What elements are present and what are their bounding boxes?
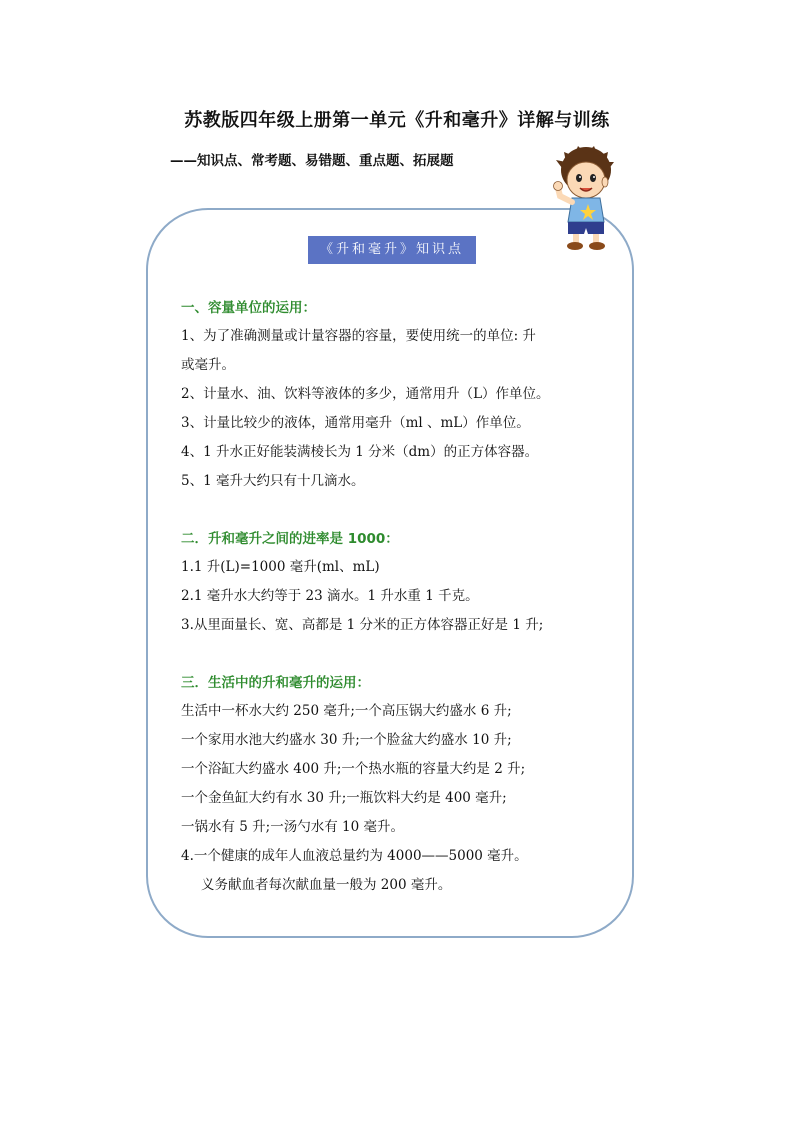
section1-line: 4、1 升水正好能装满棱长为 1 分米（dm）的正方体容器。: [181, 444, 539, 460]
section1-line: 3、计量比较少的液体，通常用毫升（ml 、mL）作单位。: [181, 415, 530, 431]
knowledge-content: [181, 294, 621, 900]
section1-title: 一、容量单位的运用：: [181, 300, 316, 316]
section3-line: 一个浴缸大约盛水 400 升;一个热水瓶的容量大约是 2 升;: [181, 761, 526, 777]
section3-line: 生活中一杯水大约 250 毫升;一个高压锅大约盛水 6 升;: [181, 703, 512, 719]
cartoon-boy-icon: [550, 140, 620, 252]
section-header-box: 《升和毫升》知识点: [308, 236, 476, 264]
section3-line: 一个金鱼缸大约有水 30 升;一瓶饮料大约是 400 毫升;: [181, 790, 507, 806]
section3-line: 义务献血者每次献血量一般为 200 毫升。: [201, 877, 452, 893]
page-subtitle: ——知识点、常考题、易错题、重点题、拓展题: [170, 153, 454, 169]
section1-line: 5、1 毫升大约只有十几滴水。: [181, 473, 365, 489]
section2-line: 1.1 升(L)=1000 毫升(ml、mL): [181, 559, 380, 575]
section1-line: 2、计量水、油、饮料等液体的多少，通常用升（L）作单位。: [181, 386, 550, 402]
section1-line: 1、为了准确测量或计量容器的容量，要使用统一的单位: 升: [181, 328, 536, 344]
section3-title: 三．生活中的升和毫升的运用：: [181, 675, 370, 691]
section3-line: 4.一个健康的成年人血液总量约为 4000——5000 毫升。: [181, 848, 528, 864]
section2-line: 3.从里面量长、宽、高都是 1 分米的正方体容器正好是 1 升;: [181, 617, 544, 633]
page-title: 苏教版四年级上册第一单元《升和毫升》详解与训练: [184, 110, 610, 131]
section3-line: 一个家用水池大约盛水 30 升;一个脸盆大约盛水 10 升;: [181, 732, 512, 748]
section2-title: 二．升和毫升之间的进率是 1000：: [181, 531, 399, 547]
section2-line: 2.1 毫升水大约等于 23 滴水。1 升水重 1 千克。: [181, 588, 479, 604]
section3-line: 一锅水有 5 升;一汤勺水有 10 毫升。: [181, 819, 404, 835]
section1-line: 或毫升。: [181, 357, 235, 373]
